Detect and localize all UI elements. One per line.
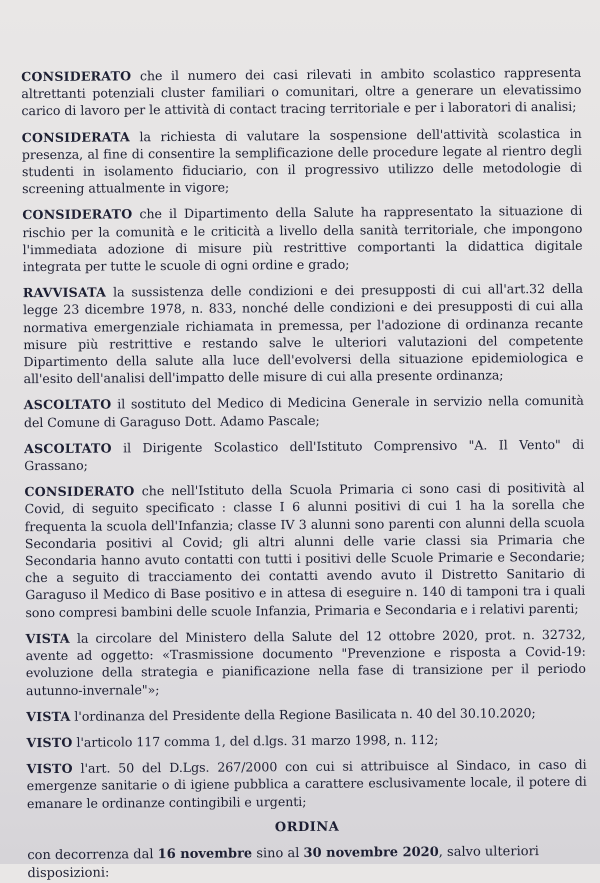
paragraph: [22, 124, 583, 197]
paragraph-keyword: CONSIDERATA: [21, 128, 130, 145]
paragraph-text: il sostituto del Medico di Medicina Generale in servizio nella comunità del Comune di Garaguso Dott. Adamo Pascale;: [23, 393, 584, 430]
final-suffix: , salvo ulteriori disposizioni:: [27, 843, 539, 881]
paragraph: [26, 730, 586, 752]
paragraph: [21, 64, 581, 120]
final-clause: [27, 842, 587, 882]
paragraph-text: che nell'Istituto della Scuola Primaria ci sono casi di positività al Covid, di seguito specificato : classe I 6 alunni positivi di cui 1 ha la sorella che frequenta la scuola dell'Infanzia; classe IV 3 alunni sono parenti con alunni della scuola Secondaria positivi al Covid; gli altri alunni delle varie classi sia Primaria che Secondaria hanno avuto contatti con tutti i positivi delle Scuole Primarie e Secondarie; che a seguito di tracciamento dei contatti avendo avuto il Distretto Sanitario di Garaguso il Medico di Base positivo e in attesa di eseguire n. 140 di tamponi tra i quali sono compresi bambini delle scuole Infanzia, Primaria e Secondaria e i relativi parenti;: [24, 480, 586, 620]
paragraph-text: che il numero dei casi rilevati in ambito scolastico rappresenta altrettanti potenziali cluster familiari o comunitari, oltre a generare un elevatissimo carico di lavoro per le attività di contact tracing territoriale e per i laboratori di analisi;: [21, 64, 582, 119]
paragraph-keyword: CONSIDERATO: [24, 483, 135, 500]
paragraph-keyword: ASCOLTATO: [24, 440, 112, 457]
paragraph-keyword: ASCOLTATO: [23, 396, 112, 413]
paragraph: [22, 202, 583, 275]
paragraph-text: l'articolo 117 comma 1, del d.lgs. 31 marzo 1998, n. 112;: [72, 731, 439, 750]
paragraph: [24, 392, 584, 431]
paragraph-keyword: RAVVISATA: [22, 284, 107, 301]
paragraph-text: la richiesta di valutare la sospensione dell'attività scolastica in presenza, al fine di consentire la semplificazione delle procedure legate al rientro degli studenti in isolamento fiduciario, con il progressivo utilizzo delle metodologie di screening attualmente in vigore;: [21, 125, 582, 197]
paragraph-text: l'ordinanza del Presidente della Regione Basilicata n. 40 del 30.10.2020;: [70, 704, 536, 724]
paragraph: [24, 436, 584, 475]
end-date: 30 novembre 2020: [303, 844, 439, 861]
paragraph-text: che il Dipartimento della Salute ha rappresentato la situazione di rischio per la comunità e le criticità a livello della sanità territoriale, che impongono l'immediata adozione di misure più restrittive comportanti la didattica digitale integrata per tutte le scuole di ogni ordine e grado;: [22, 203, 583, 275]
paragraph: [27, 756, 587, 812]
paragraph: [26, 703, 586, 725]
paragraph-keyword: CONSIDERATO: [21, 68, 132, 85]
paragraph-text: l'art. 50 del D.Lgs. 267/2000 con cui si attribuisce al Sindaco, in caso di emergenze sanitarie o di igiene pubblica a carattere esclusivamente locale, il potere di emanare le ordinanze contingibili e urgenti;: [26, 756, 587, 811]
paragraph: [24, 479, 585, 621]
paragraph-keyword: VISTA: [25, 630, 70, 647]
paragraph-text: il Dirigente Scolastico dell'Istituto Comprensivo "A. Il Vento" di Grassano;: [24, 436, 585, 474]
paragraph-keyword: VISTO: [26, 734, 73, 751]
paragraph-text: la sussistenza delle condizioni e dei presupposti di cui all'art.32 della legge 23 dicembre 1978, n. 833, nonché delle condizioni e dei presupposti di cui alla normativa emergenziale richiamata in premessa, per l'adozione di ordinanza recante misure più restrittive e restando salve le ulteriori valutazioni del competente Dipartimento della salute alla luce dell'evolversi della situazione epidemiologica e all'esito dell'analisi dell'impatto delle misure di cui alla presente ordinanza;: [22, 281, 584, 387]
paragraph: [23, 280, 584, 388]
final-middle: sino al: [252, 845, 304, 862]
paragraph-keyword: VISTA: [26, 708, 71, 724]
start-date: 16 novembre: [157, 846, 253, 862]
paragraph: [26, 626, 587, 699]
paragraph-keyword: CONSIDERATO: [22, 206, 133, 223]
final-prefix: con decorrenza dal: [27, 846, 158, 863]
paragraph-text: la circolare del Ministero della Salute del 12 ottobre 2020, prot. n. 32732, avente ad oggetto: «Trasmissione documento "Prevenzione e risposta a Covid-19: evoluzione della strategia e pianificazione nella fase di transizione per il periodo autunno-invernale"»;: [25, 626, 586, 698]
section-heading: ORDINA: [274, 819, 340, 835]
paragraph-keyword: VISTO: [26, 760, 73, 777]
